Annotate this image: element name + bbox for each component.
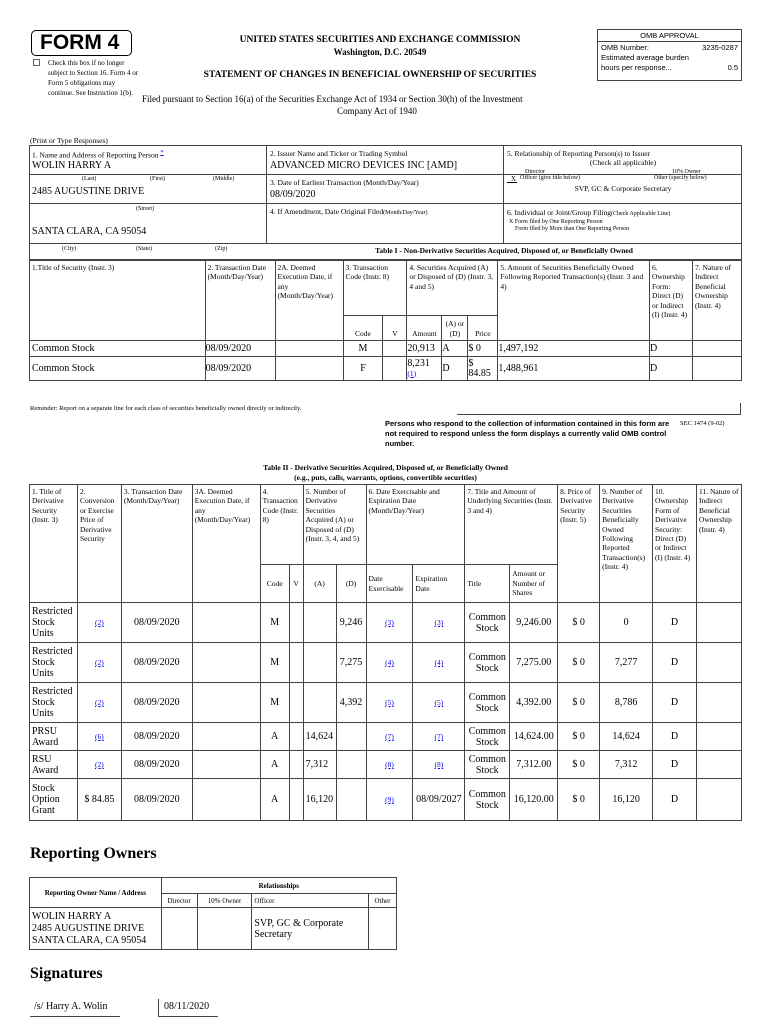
omb-title: OMB APPROVAL: [598, 30, 741, 42]
table-row: [30, 357, 742, 381]
t1-r0-aord: A: [442, 341, 468, 357]
t2-r1-title: Restricted Stock Units: [30, 643, 78, 683]
t1-r1-amount: 8,231: [407, 357, 430, 369]
print-type-note: (Print or Type Responses): [30, 136, 108, 145]
t1-r0-price: $ 0: [468, 341, 498, 357]
t1-r1-form: D: [649, 357, 692, 381]
t2-h-date: 3. Transaction Date (Month/Day/Year): [121, 485, 192, 603]
signature-date: 08/11/2020: [164, 1001, 210, 1012]
t2-r3-owned: 14,624: [600, 723, 653, 751]
t1-r0-form: D: [649, 341, 692, 357]
checkbox-instruction: Check this box if no longer subject to Section 16. Form 4 or Form 5 obligations may continue. See Instruction 1(b).: [48, 59, 139, 97]
t2-h-code: Code: [260, 565, 289, 603]
rel-other: Other (specify below): [654, 175, 707, 181]
reporting-owners-table: [29, 877, 397, 950]
omb-number-label: OMB Number:: [601, 43, 649, 52]
divider-v2: [503, 145, 504, 243]
omb-number: 3235-0287: [702, 43, 738, 52]
date-underline: [158, 1016, 218, 1017]
officer-title: SVP, GC & Corporate Secretary: [574, 184, 672, 193]
t1-r1-code: F: [343, 357, 383, 381]
t2-h-nature: 11. Nature of Indirect Beneficial Ownership (Instr. 4): [696, 485, 741, 603]
t2-r5-nature: [696, 779, 741, 821]
t2-r1-owned: 7,277: [600, 643, 653, 683]
state-label: (State): [136, 246, 152, 252]
t2-h-title: 1. Title of Derivative Security (Instr. 3): [30, 485, 78, 603]
t2-r0-deemed: [192, 603, 260, 643]
t2-r1-a: [303, 643, 336, 683]
filed-pursuant-line2: Company Act of 1940: [337, 106, 417, 116]
no-longer-subject-checkbox[interactable]: [33, 59, 40, 66]
t2-r3-nature: [696, 723, 741, 751]
t2-r4-owned: 7,312: [600, 751, 653, 779]
t2-r5-exercisable[interactable]: (9): [366, 779, 413, 821]
t2-r2-price: $ 0: [558, 683, 600, 723]
t1-r0-nature: [692, 341, 741, 357]
t2-r1-nature: [696, 643, 741, 683]
city-state-zip: SANTA CLARA, CA 95054: [32, 226, 147, 237]
t1-r1-price: $: [468, 357, 474, 369]
t2-r1-underlying-amount: 7,275.00: [510, 643, 558, 683]
t2-h-u-title: Title: [465, 565, 510, 603]
t1-r0-deemed: [275, 341, 343, 357]
t1-h-date: 2. Transaction Date (Month/Day/Year): [205, 261, 275, 341]
t2-r5-expiration: 08/09/2027: [413, 779, 465, 821]
earliest-date: 08/09/2020: [270, 189, 316, 200]
t2-r0-code: M: [260, 603, 289, 643]
t2-r2-owned: 8,786: [600, 683, 653, 723]
box1-footnote-link[interactable]: *: [160, 149, 164, 156]
t1-r1-amount-cell: [407, 357, 442, 381]
form-title: FORM 4: [40, 31, 120, 54]
owner-street: 2485 AUGUSTINE DRIVE: [32, 922, 145, 934]
t2-r1-underlying-title: Common Stock: [465, 643, 510, 683]
omb-hours-label: hours per response...: [601, 63, 672, 72]
t1-h-aord: (A) or (D): [442, 316, 468, 341]
t2-r4-nature: [696, 751, 741, 779]
t2-r4-underlying-amount: 7,312.00: [510, 751, 558, 779]
t2-h-a: (A): [303, 565, 336, 603]
owners-col-director: Director: [161, 894, 197, 908]
owner-officer: SVP, GC & Corporate Secretary: [252, 908, 369, 950]
box6-opt1-text: Form filed by One Reporting Person: [514, 219, 603, 225]
t2-r1-form: D: [653, 643, 697, 683]
t2-r5-d: [336, 779, 366, 821]
t2-r0-form: D: [653, 603, 697, 643]
t2-r2-title: Restricted Stock Units: [30, 683, 78, 723]
rel-owner: 10% Owner: [672, 169, 701, 175]
t2-r0-v: [289, 603, 303, 643]
t1-r1-v: [383, 357, 407, 381]
t2-r5-code: A: [260, 779, 289, 821]
box6-sub: (Check Applicable Line): [610, 211, 671, 217]
owners-col-rel: Relationships: [161, 878, 396, 894]
owners-col-owner: 10% Owner: [197, 894, 252, 908]
table-row: [30, 683, 742, 723]
t2-r4-title: RSU Award: [30, 751, 78, 779]
t2-r4-price: $ 0: [558, 751, 600, 779]
reminder-rule-end: [740, 403, 741, 414]
t2-r4-form: D: [653, 751, 697, 779]
t2-r3-date: 08/09/2020: [121, 723, 192, 751]
box4-sub: (Month/Day/Year): [383, 210, 428, 216]
t1-r1-owned: 1,488,961: [498, 357, 650, 381]
t2-r5-title: Stock Option Grant: [30, 779, 78, 821]
t2-h-number: 5. Number of Derivative Securities Acquired (A) or Disposed of (D) (Instr. 3, 4, and 5): [303, 485, 366, 565]
owner-10pct: [197, 908, 252, 950]
t2-r5-conv: $ 84.85: [77, 779, 121, 821]
t1-r0-amount: 20,913: [407, 341, 442, 357]
signer-underline: [30, 1016, 120, 1017]
t2-r4-underlying-title: Common Stock: [465, 751, 510, 779]
t2-h-date-ex: Date Exercisable: [366, 565, 413, 603]
t2-r2-underlying-amount: 4,392.00: [510, 683, 558, 723]
t1-r1-aord: D: [442, 357, 468, 381]
t2-r3-exercisable[interactable]: (7): [366, 723, 413, 751]
owner-name: WOLIN HARRY A: [32, 910, 112, 922]
signature-divider: [158, 999, 159, 1016]
divider-h5: [29, 203, 266, 204]
t2-r4-d: [336, 751, 366, 779]
t2-h-code-group: 4. Transaction Code (Instr. 8): [260, 485, 303, 565]
t2-r2-conv[interactable]: (2): [77, 683, 121, 723]
t2-r5-v: [289, 779, 303, 821]
t1-r0-v: [383, 341, 407, 357]
t1-h-price: Price: [468, 316, 498, 341]
box5-label: 5. Relationship of Reporting Person(s) to Issuer: [507, 149, 651, 158]
t1-r0-date: 08/09/2020: [205, 341, 275, 357]
t1-h-nature: 7. Nature of Indirect Beneficial Ownership (Instr. 4): [692, 261, 741, 341]
owners-col-name: Reporting Owner Name / Address: [30, 878, 162, 908]
divider-v1: [266, 145, 267, 243]
divider-h4: [29, 174, 266, 175]
t2-r3-a: 14,624: [303, 723, 336, 751]
t2-r3-expiration[interactable]: (7): [413, 723, 465, 751]
t2-r3-deemed: [192, 723, 260, 751]
box1-label: [32, 149, 164, 160]
t2-r0-underlying-title: Common Stock: [465, 603, 510, 643]
t1-h-code-group: 3. Transaction Code (Instr. 8): [343, 261, 407, 316]
t2-r0-price: $ 0: [558, 603, 600, 643]
t1-h-deemed: 2A. Deemed Execution Date, if any (Month/Day/Year): [275, 261, 343, 341]
t1-r1-deemed: [275, 357, 343, 381]
t2-r4-a: 7,312: [303, 751, 336, 779]
box6-label-text: 6. Individual or Joint/Group Filing: [507, 208, 611, 217]
t2-r0-date: 08/09/2020: [121, 603, 192, 643]
box6-opt2: [515, 226, 629, 233]
reminder-note: Reminder: Report on a separate line for each class of securities beneficially owned directly or indirectly.: [30, 405, 302, 412]
owner-name-address: [30, 908, 162, 950]
rel-director: Director: [525, 169, 545, 175]
t1-h-v: V: [383, 316, 407, 341]
table-row: [30, 603, 742, 643]
middle-label: (Middle): [213, 176, 235, 182]
t2-r5-underlying-title: Common Stock: [465, 779, 510, 821]
t1-h-title: 1.Title of Security (Instr. 3): [30, 261, 206, 341]
owner-city: SANTA CLARA, CA 95054: [32, 934, 147, 946]
t2-r4-date: 08/09/2020: [121, 751, 192, 779]
t2-r2-form: D: [653, 683, 697, 723]
last-label: (Last): [82, 176, 97, 182]
t2-r0-d: 9,246: [336, 603, 366, 643]
filed-pursuant-line1: Filed pursuant to Section 16(a) of the Securities Exchange Act of 1934 or Section 30(h) of the Investment: [142, 94, 523, 104]
t2-r5-owned: 16,120: [600, 779, 653, 821]
t2-r2-expiration[interactable]: (5): [413, 683, 465, 723]
t2-r0-a: [303, 603, 336, 643]
t2-r3-price: $ 0: [558, 723, 600, 751]
omb-burden-label: Estimated average burden: [601, 53, 689, 62]
t2-h-conv: 2. Conversion or Exercise Price of Derivative Security: [77, 485, 121, 603]
table2-subtitle: (e.g., puts, calls, warrants, options, convertible securities): [294, 473, 477, 482]
t2-r0-conv[interactable]: (2): [77, 603, 121, 643]
t2-r1-d: 7,275: [336, 643, 366, 683]
t1-h-acquired: 4. Securities Acquired (A) or Disposed of (D) (Instr. 3, 4 and 5): [407, 261, 498, 316]
table2-body: [30, 603, 742, 821]
t2-r2-d: 4,392: [336, 683, 366, 723]
signer-name: /s/ Harry A. Wolin: [34, 1001, 108, 1012]
t2-r0-owned: 0: [600, 603, 653, 643]
t1-r0-code: M: [343, 341, 383, 357]
t2-r1-deemed: [192, 643, 260, 683]
box4-label: [270, 207, 428, 217]
t2-r0-exercisable[interactable]: (3): [366, 603, 413, 643]
t2-r1-exercisable[interactable]: (4): [366, 643, 413, 683]
t2-r2-date: 08/09/2020: [121, 683, 192, 723]
omb-approval-box: [597, 29, 742, 81]
t2-r0-title: Restricted Stock Units: [30, 603, 78, 643]
table1-title: Table I - Non-Derivative Securities Acquired, Disposed of, or Beneficially Owned: [375, 246, 633, 255]
reminder-rule: [457, 414, 741, 415]
table-row: [30, 341, 742, 357]
t1-r0-owned: 1,497,192: [498, 341, 650, 357]
t2-r1-conv[interactable]: (2): [77, 643, 121, 683]
t2-r2-underlying-title: Common Stock: [465, 683, 510, 723]
agency-name: UNITED STATES SECURITIES AND EXCHANGE COMMISSION: [239, 35, 521, 45]
owners-col-officer: Officer: [252, 894, 369, 908]
owner-other: [369, 908, 397, 950]
table-row: [30, 723, 742, 751]
t1-h-form: 6. Ownership Form: Direct (D) or Indirect (I) (Instr. 4): [649, 261, 692, 341]
t1-h-amount: Amount: [407, 316, 442, 341]
t1-r1-price-value: 84.85: [468, 367, 491, 379]
t2-r5-price: $ 0: [558, 779, 600, 821]
t2-h-price: 8. Price of Derivative Security (Instr. 5): [558, 485, 600, 603]
t2-h-form: 10. Ownership Form of Derivative Security: Direct (D) or Indirect (I) (Instr. 4): [653, 485, 697, 603]
signatures-heading: Signatures: [30, 965, 103, 982]
t2-r3-underlying-title: Common Stock: [465, 723, 510, 751]
box1-label-text: 1. Name and Address of Reporting Person: [32, 150, 159, 160]
table-row: [30, 643, 742, 683]
t2-r5-form: D: [653, 779, 697, 821]
t2-r4-code: A: [260, 751, 289, 779]
t1-r0-title: Common Stock: [30, 341, 206, 357]
table2-title: Table II - Derivative Securities Acquired, Disposed of, or Beneficially Owned: [263, 463, 508, 472]
t2-r1-price: $ 0: [558, 643, 600, 683]
t2-h-d: (D): [336, 565, 366, 603]
box6-opt1-mark: X: [509, 219, 514, 225]
rel-officer: Officer (give title below): [520, 175, 581, 181]
t2-h-exp: Expiration Date: [413, 565, 465, 603]
t2-r3-title: PRSU Award: [30, 723, 78, 751]
t2-h-exercisable: 6. Date Exercisable and Expiration Date (Month/Day/Year): [366, 485, 465, 565]
reporting-owners-heading: Reporting Owners: [30, 845, 157, 862]
t2-r2-v: [289, 683, 303, 723]
t2-r3-v: [289, 723, 303, 751]
t2-r5-a: 16,120: [303, 779, 336, 821]
t2-r2-nature: [696, 683, 741, 723]
table-row: [30, 908, 397, 950]
reporting-name: WOLIN HARRY A: [32, 160, 112, 171]
box4-label-text: 4. If Amendment, Date Original Filed: [270, 207, 384, 216]
divider-h3: [29, 243, 742, 244]
t2-r1-code: M: [260, 643, 289, 683]
t2-h-u-amount: Amount or Number of Shares: [510, 565, 558, 603]
t2-r0-nature: [696, 603, 741, 643]
t2-r1-v: [289, 643, 303, 683]
t2-h-owned: 9. Number of Derivative Securities Beneficially Owned Following Reported Transaction(s) (Instr. 4): [600, 485, 653, 603]
t2-r3-d: [336, 723, 366, 751]
t2-r4-v: [289, 751, 303, 779]
statement-title: STATEMENT OF CHANGES IN BENEFICIAL OWNERSHIP OF SECURITIES: [203, 70, 537, 80]
t2-r2-exercisable[interactable]: (5): [366, 683, 413, 723]
t2-r3-underlying-amount: 14,624.00: [510, 723, 558, 751]
owner-director: [161, 908, 197, 950]
t2-r0-expiration[interactable]: (3): [413, 603, 465, 643]
t2-r0-underlying-amount: 9,246.00: [510, 603, 558, 643]
issuer-name: ADVANCED MICRO DEVICES INC [AMD]: [270, 160, 458, 171]
agency-location: Washington, D.C. 20549: [333, 47, 427, 57]
t1-r1-nature: [692, 357, 741, 381]
omb-hours: 0.5: [727, 63, 738, 72]
t2-h-v: V: [289, 565, 303, 603]
t2-r4-conv[interactable]: (2): [77, 751, 121, 779]
t2-h-underlying: 7. Title and Amount of Underlying Securities (Instr. 3 and 4): [465, 485, 558, 565]
rel-officer-mark: X: [511, 175, 517, 183]
t2-r5-deemed: [192, 779, 260, 821]
t2-r2-a: [303, 683, 336, 723]
t1-r1-title: Common Stock: [30, 357, 206, 381]
t2-r1-date: 08/09/2020: [121, 643, 192, 683]
street-label: (Street): [136, 206, 154, 212]
t2-r3-form: D: [653, 723, 697, 751]
street-address: 2485 AUGUSTINE DRIVE: [32, 186, 145, 197]
t2-r4-exercisable[interactable]: (8): [366, 751, 413, 779]
t1-r1-amount-footnote[interactable]: (1): [407, 368, 417, 378]
box3-label: 3. Date of Earliest Transaction (Month/Day/Year): [270, 178, 419, 187]
persons-notice: Persons who respond to the collection of information contained in this form are not required to respond unless the form displays a currently valid OMB control number.: [385, 419, 670, 448]
t2-r4-expiration[interactable]: (8): [413, 751, 465, 779]
table-row: [30, 779, 742, 821]
t2-r1-expiration[interactable]: (4): [413, 643, 465, 683]
t2-r3-conv[interactable]: (6): [77, 723, 121, 751]
table1: [29, 260, 742, 381]
t1-h-owned: 5. Amount of Securities Beneficially Owned Following Reported Transaction(s) (Instr. 3 and 4): [498, 261, 650, 341]
divider-h2: [266, 203, 742, 204]
t1-r1-date: 08/09/2020: [205, 357, 275, 381]
t2-r2-code: M: [260, 683, 289, 723]
box6-label: [507, 208, 670, 218]
t2-r3-code: A: [260, 723, 289, 751]
table2: [29, 484, 742, 821]
owners-col-other: Other: [369, 894, 397, 908]
t1-h-code: Code: [343, 316, 383, 341]
t2-r2-deemed: [192, 683, 260, 723]
t2-r5-date: 08/09/2020: [121, 779, 192, 821]
t2-h-deemed: 3A. Deemed Execution Date, if any (Month/Day/Year): [192, 485, 260, 603]
box6-opt2-text: Form filed by More than One Reporting Person: [515, 226, 630, 232]
t1-r1-price-cell: [468, 357, 498, 381]
zip-label: (Zip): [215, 246, 228, 252]
box2-label: 2. Issuer Name and Ticker or Trading Symbol: [270, 149, 408, 158]
first-label: (First): [150, 176, 165, 182]
sec-number: SEC 1474 (9-02): [680, 420, 725, 427]
table-row: [30, 751, 742, 779]
box5-sub: (Check all applicable): [589, 158, 657, 167]
t2-r4-deemed: [192, 751, 260, 779]
city-label: (City): [62, 246, 77, 252]
t2-r5-underlying-amount: 16,120.00: [510, 779, 558, 821]
